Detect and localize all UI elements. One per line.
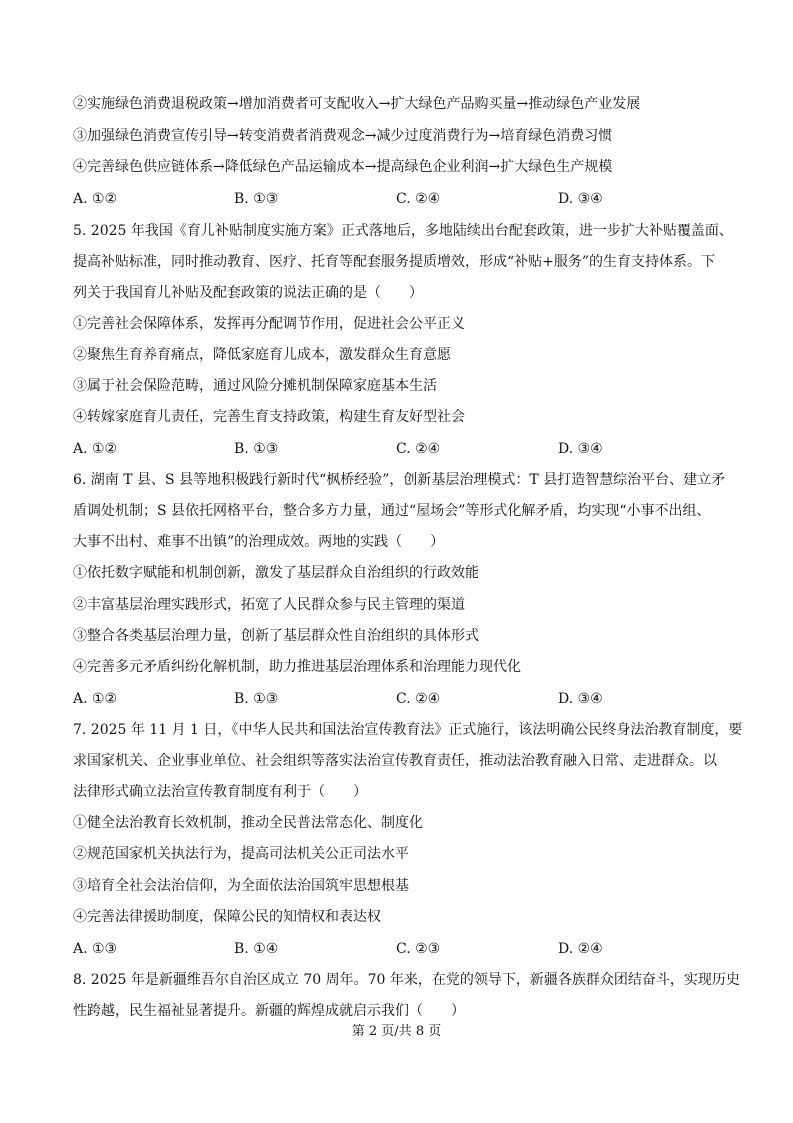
q5-item-3: ③属于社会保险范畴，通过风险分摊机制保障家庭基本生活 — [73, 378, 437, 394]
q5-stem-line-3: 列关于我国育儿补贴及配套政策的说法正确的是（ ） — [73, 285, 423, 301]
q5-item-2: ②聚焦生育养育痛点，降低家庭育儿成本，激发群众生育意愿 — [73, 347, 451, 363]
q4-item-4: ④完善绿色供应链体系→降低绿色产品运输成本→提高绿色企业利润→扩大绿色生产规模 — [73, 159, 613, 175]
q6-option-c: C. ②④ — [396, 691, 441, 707]
q8-stem-line-1: 8. 2025 年是新疆维吾尔自治区成立 70 周年。70 年来，在党的领导下，新疆各族群众团结奋斗，实现历史 — [73, 972, 740, 988]
q8-stem-line-2: 性跨越，民生福祉显著提升。新疆的辉煌成就启示我们（ ） — [73, 1003, 465, 1019]
q4-option-a: A. ①② — [73, 191, 118, 207]
q6-item-3: ③整合各类基层治理力量，创新了基层群众性自治组织的具体形式 — [73, 628, 479, 644]
q7-option-c: C. ②③ — [396, 941, 441, 957]
q6-stem-line-1: 6. 湖南 T 县、S 县等地积极践行新时代“枫桥经验”，创新基层治理模式：T 县打造智慧综治平台、建立矛 — [73, 472, 726, 488]
q7-item-4: ④完善法律援助制度，保障公民的知情权和表达权 — [73, 909, 381, 925]
q7-options — [73, 939, 733, 959]
q5-options — [73, 439, 733, 459]
page-number: 第 2 页/共 8 页 — [351, 1024, 442, 1039]
q5-item-1: ①完善社会保障体系，发挥再分配调节作用，促进社会公平正义 — [73, 316, 465, 332]
q4-item-3: ③加强绿色消费宣传引导→转变消费者消费观念→减少过度消费行为→培育绿色消费习惯 — [73, 128, 613, 144]
q7-stem-line-1: 7. 2025 年 11 月 1 日，《中华人民共和国法治宣传教育法》正式施行，该法明确公民终身法治教育制度，要 — [73, 722, 743, 738]
q4-option-b: B. ①③ — [234, 191, 279, 207]
q4-option-c: C. ②④ — [396, 191, 441, 207]
q7-option-d: D. ②④ — [558, 941, 603, 957]
q5-stem-line-2: 提高补贴标准，同时推动教育、医疗、托育等配套服务提质增效，形成“补贴+服务”的生育支持体系。下 — [73, 254, 716, 270]
q7-option-b: B. ①④ — [234, 941, 279, 957]
q6-stem-line-3: 大事不出村、难事不出镇”的治理成效。两地的实践（ ） — [73, 534, 445, 550]
q7-item-1: ①健全法治教育长效机制，推动全民普法常态化、制度化 — [73, 815, 423, 831]
q5-option-b: B. ①③ — [234, 441, 279, 457]
q6-options — [73, 689, 733, 709]
q7-item-2: ②规范国家机关执法行为，提高司法机关公正司法水平 — [73, 846, 409, 862]
q5-stem-line-1: 5. 2025 年我国《育儿补贴制度实施方案》正式落地后，多地陆续出台配套政策，进一步扩大补贴覆盖面、 — [73, 223, 733, 239]
q4-options — [73, 189, 733, 209]
q6-option-d: D. ③④ — [558, 691, 603, 707]
q7-item-3: ③培育全社会法治信仰，为全面依法治国筑牢思想根基 — [73, 878, 409, 894]
q6-item-2: ②丰富基层治理实践形式，拓宽了人民群众参与民主管理的渠道 — [73, 597, 465, 613]
q6-item-1: ①依托数字赋能和机制创新，激发了基层群众自治组织的行政效能 — [73, 565, 479, 581]
q5-item-4: ④转嫁家庭育儿责任，完善生育支持政策，构建生育友好型社会 — [73, 409, 465, 425]
q5-option-c: C. ②④ — [396, 441, 441, 457]
q7-stem-line-3: 法律形式确立法治宣传教育制度有利于（ ） — [73, 784, 367, 800]
q6-option-b: B. ①③ — [234, 691, 279, 707]
q7-stem-line-2: 求国家机关、企业事业单位、社会组织等落实法治宣传教育责任，推动法治教育融入日常、走进群众。以 — [73, 753, 717, 769]
q4-option-d: D. ③④ — [558, 191, 603, 207]
q6-item-4: ④完善多元矛盾纠纷化解机制，助力推进基层治理体系和治理能力现代化 — [73, 659, 521, 675]
q4-item-2: ②实施绿色消费退税政策→增加消费者可支配收入→扩大绿色产品购买量→推动绿色产业发展 — [73, 96, 641, 112]
q5-option-a: A. ①② — [73, 441, 118, 457]
q6-option-a: A. ①② — [73, 691, 118, 707]
q6-stem-line-2: 盾调处机制；S 县依托网格平台，整合多方力量，通过“屋场会”等形式化解矛盾，均实现“小事不出组、 — [73, 503, 711, 519]
q7-option-a: A. ①③ — [73, 941, 118, 957]
q5-option-d: D. ③④ — [558, 441, 603, 457]
